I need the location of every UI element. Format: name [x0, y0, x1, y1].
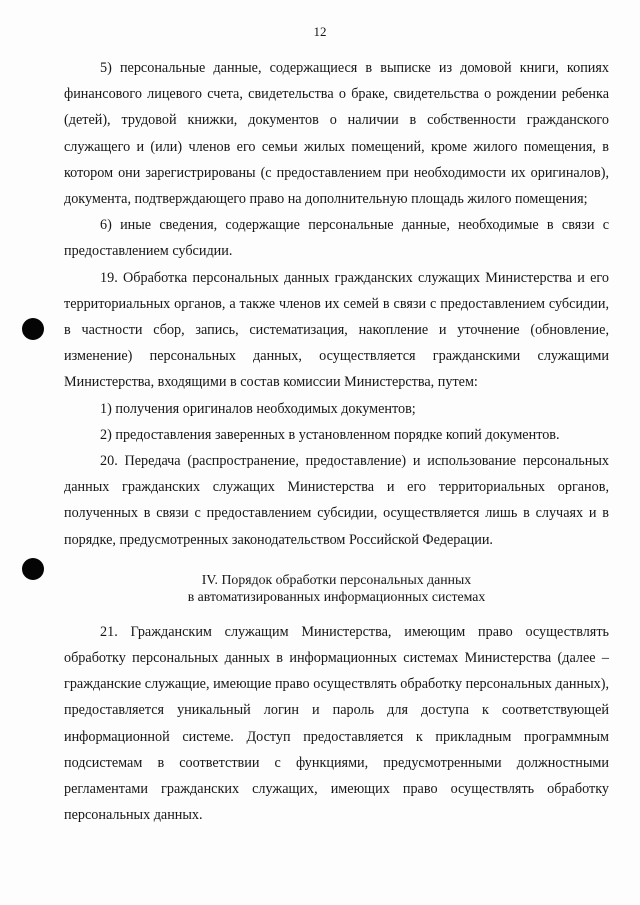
punch-hole-bottom — [22, 558, 44, 580]
page-number: 12 — [313, 24, 327, 39]
section-heading-line-2: в автоматизированных информационных системах — [187, 588, 486, 604]
paragraph-item-6: 6) иные сведения, содержащие персональные данные, необходимые в связи с предоставлением субсидии. — [64, 217, 609, 260]
punch-hole-top — [22, 318, 44, 340]
paragraph-item-5: 5) персональные данные, содержащиеся в выписке из домовой книги, копиях финансового лицевого счета, свидетельства о браке, свидетельства о рождении ребенка (детей), трудовой книжки, документов о наличии в собственности гражданского служащего и (или) членов его семьи жилых помещений, кроме жилого помещения, в котором они зарегистрированы (с предоставлением при необходимости их оригиналов), документа, подтверждающего право на дополнительную площадь жилого помещения; — [64, 60, 609, 208]
paragraph-subitem-2: 2) предоставления заверенных в установленном порядке копий документов. — [100, 426, 560, 443]
section-heading-line-1: IV. Порядок обработки персональных данных — [201, 571, 472, 587]
paragraph-clause-21: 21. Гражданским служащим Министерства, имеющим право осуществлять обработку персональных данных в информационных системах Министерства (далее – гражданские служащие, имеющие право осуществлять обработку персональных данных), предоставляется уникальный логин и пароль для доступа к соответствующей информационной системе. Доступ предоставляется к прикладным программным подсистемам в соответствии с функциями, предусмотренными должностными регламентами гражданских служащих, имеющих право осуществлять обработку персональных данных. — [64, 623, 609, 824]
paragraph-subitem-1: 1) получения оригиналов необходимых документов; — [100, 400, 416, 417]
document-body — [64, 55, 609, 828]
paragraph-clause-19: 19. Обработка персональных данных гражданских служащих Министерства и его территориальных органов, а также членов их семей в связи с предоставлением субсидии, в частности сбор, запись, систематизация, накопление и уточнение (обновление, изменение) персональных данных, осуществляется гражданскими служащими Министерства, входящими в состав комиссии Министерства, путем: — [64, 269, 609, 391]
paragraph-clause-20: 20. Передача (распространение, предоставление) и использование персональных данных гражданских служащих Министерства и его территориальных органов, полученных в связи с предоставлением субсидии, осуществляется лишь в случаях и в порядке, предусмотренных законодательством Российской Федерации. — [64, 453, 609, 548]
section-heading — [64, 571, 609, 605]
